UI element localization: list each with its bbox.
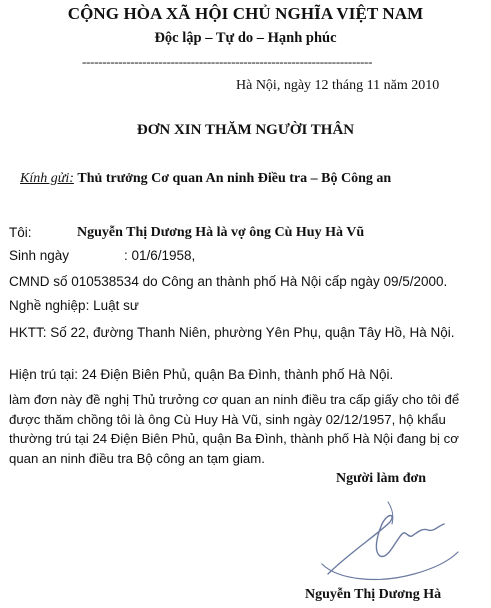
national-title: CỘNG HÒA XÃ HỘI CHỦ NGHĨA VIỆT NAM [67, 4, 424, 23]
recipient-label: Kính gửi: [20, 171, 74, 186]
handwritten-signature [318, 494, 468, 582]
signer-name: Nguyễn Thị Dương Hà [305, 587, 442, 602]
birth-date-value: : 01/6/1958, [124, 248, 196, 263]
recipient-line [20, 171, 391, 187]
national-motto: Độc lập – Tự do – Hạnh phúc [154, 30, 337, 46]
occupation-line: Nghề nghiệp: Luật sư [9, 298, 139, 313]
signer-label: Người làm đơn [336, 471, 427, 486]
document-title: ĐƠN XIN THĂM NGƯỜI THÂN [136, 122, 355, 138]
date-line: Hà Nội, ngày 12 tháng 11 năm 2010 [236, 78, 440, 93]
permanent-address-line: HKTT: Số 22, đường Thanh Niên, phường Yên Phụ, quận Tây Hồ, Hà Nội. [9, 325, 455, 340]
id-card-line: CMND số 010538534 do Công an thành phố Hà Nội cấp ngày 09/5/2000. [9, 274, 448, 289]
applicant-name: Nguyễn Thị Dương Hà là vợ ông Cù Huy Hà Vũ [77, 225, 365, 240]
birth-date-row [9, 248, 196, 263]
recipient-value: Thủ trưởng Cơ quan An ninh Điều tra – Bộ Công an [77, 171, 392, 186]
birth-date-label: Sinh ngày [9, 248, 70, 263]
applicant-label: Tôi: [9, 225, 32, 240]
current-address-line: Hiện trú tại: 24 Điện Biên Phủ, quận Ba Đình, thành phố Hà Nội. [9, 367, 394, 382]
header-separator: ------------------------------------------------------------------------ [82, 54, 373, 69]
request-body-paragraph: làm đơn này đề nghị Thủ trưởng cơ quan an ninh điều tra cấp giấy cho tôi để được thăm chồng tôi là ông Cù Huy Hà Vũ, sinh ngày 02/12/1957, hộ khẩu thường trú tại 24 Điện Biên Phủ, quận Ba Đình, thành phố Hà Nội đang bị cơ quan an ninh điều tra Bộ công an tạm giam. [9, 392, 460, 466]
applicant-row [9, 225, 365, 241]
